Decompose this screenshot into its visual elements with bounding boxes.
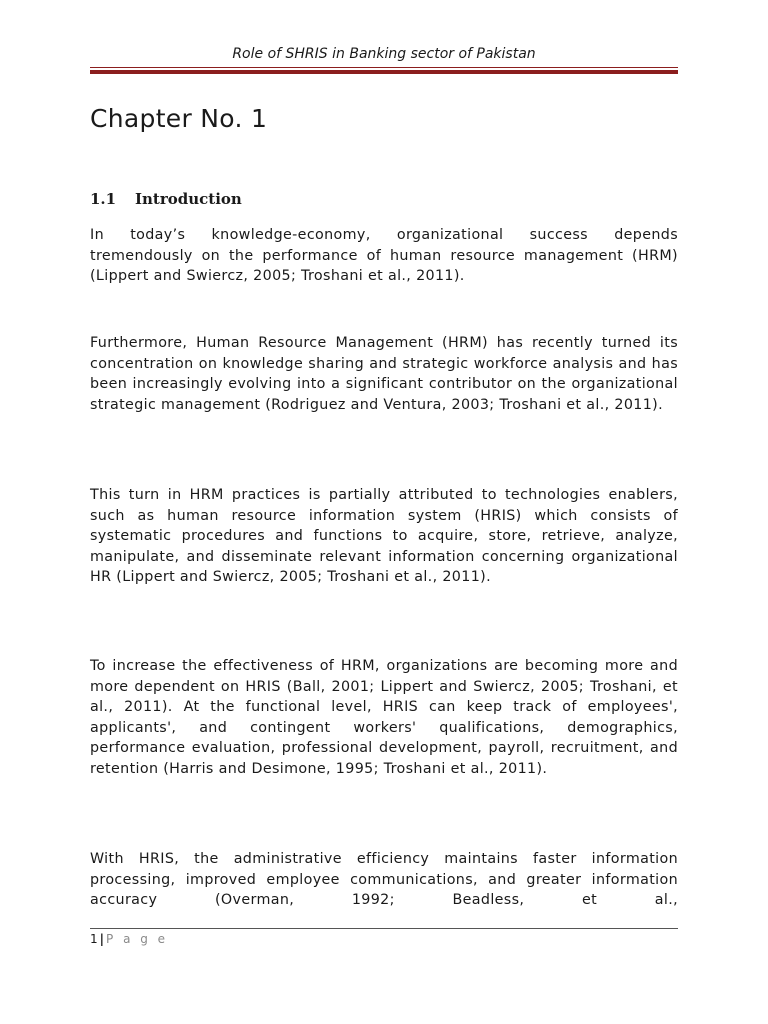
paragraph-5: With HRIS, the administrative efficiency maintains faster information processing, improved employee communications, and greater information accuracy (Overman, 1992; Beadless, et al., — [90, 851, 678, 909]
page-word: P a g e — [106, 932, 169, 946]
footer-separator: | — [99, 932, 105, 946]
section-title: Introduction — [135, 190, 242, 208]
paragraph-1: In today’s knowledge-economy, organizational success depends tremendously on the performance of human resource management (HRM) (Lippert and Swiercz, 2005; Troshani et al., 2011). — [90, 227, 678, 285]
paragraph-3: This turn in HRM practices is partially attributed to technologies enablers, such as human resource information system (HRIS) which consists of systematic procedures and functions to acquire, store, retrieve, analyze, manipulate, and disseminate relevant information concerning organizational HR (Lippert and Swiercz, 2005; Troshani et al., 2011). — [90, 487, 678, 586]
page-footer — [90, 932, 168, 946]
page-number: 1 — [90, 932, 98, 946]
running-header: Role of SHRIS in Banking sector of Pakistan — [232, 46, 536, 62]
header-rule-thin — [90, 67, 678, 68]
paragraph-4: To increase the effectiveness of HRM, organizations are becoming more and more dependent on HRIS (Ball, 2001; Lippert and Swiercz, 2005; Troshani, et al., 2011). At the functional level, HRIS can keep track of employees', applicants', and contingent workers' qualifications, demographics, performance evaluation, professional development, payroll, recruitment, and retention (Harris and Desimone, 1995; Troshani et al., 2011). — [90, 658, 678, 777]
header-rule-thick — [90, 70, 678, 74]
section-number: 1.1 — [90, 190, 117, 208]
chapter-title: Chapter No. 1 — [90, 104, 268, 133]
paragraph-2: Furthermore, Human Resource Management (HRM) has recently turned its concentration on knowledge sharing and strategic workforce analysis and has been increasingly evolving into a significant contributor on the organizational strategic management (Rodriguez and Ventura, 2003; Troshani et al., 2011). — [90, 335, 678, 413]
footer-rule — [90, 928, 678, 929]
section-heading — [90, 190, 242, 208]
